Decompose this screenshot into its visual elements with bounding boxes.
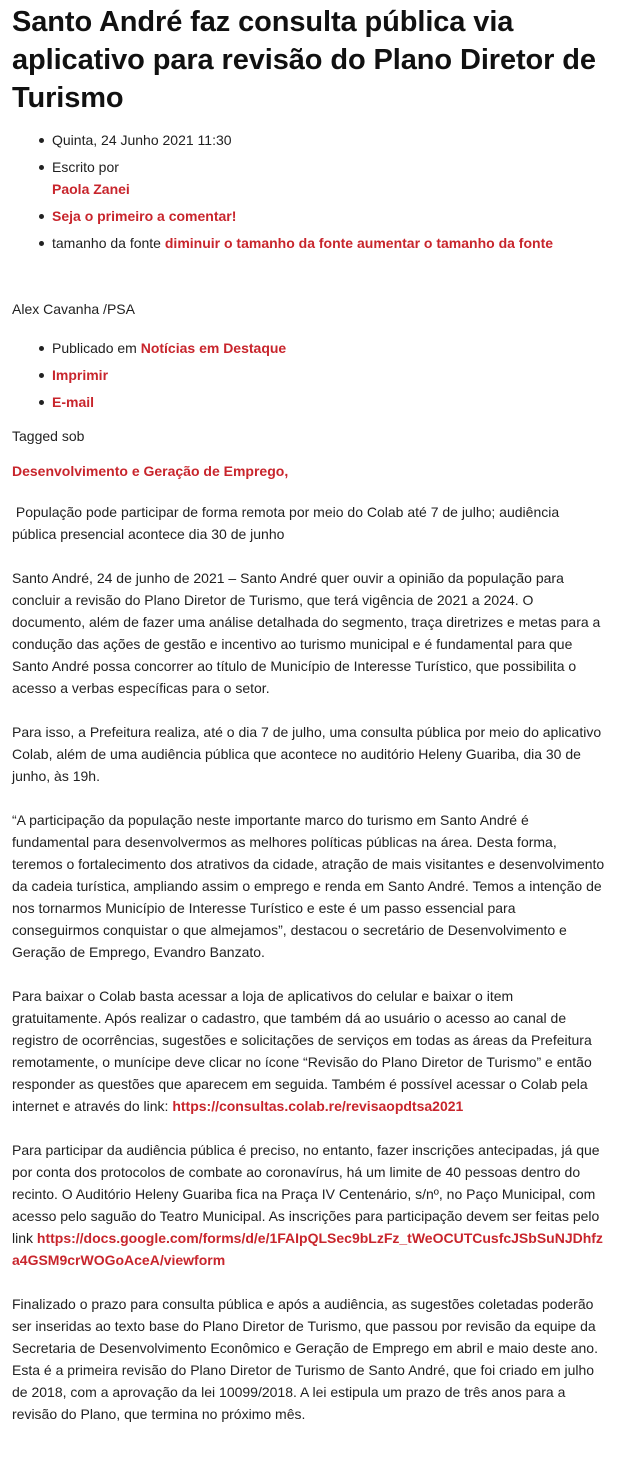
article-title: Santo André faz consulta pública via aplicativo para revisão do Plano Diretor de Turismo [12, 6, 596, 114]
email-link[interactable]: E-mail [52, 394, 95, 410]
comment-item [39, 205, 606, 227]
tag-link[interactable]: Desenvolvimento e Geração de Emprego, [12, 463, 289, 479]
colab-link[interactable]: https://consultas.colab.re/revisaopdtsa2021 [172, 1098, 464, 1114]
article-actions [12, 337, 606, 413]
article-subtitle: População pode participar de forma remota por meio do Colab até 7 de julho; audiência pública presencial acontece dia 30 de junho [12, 504, 564, 542]
comment-link[interactable]: Seja o primeiro a comentar! [52, 208, 237, 224]
article-info [12, 129, 606, 254]
paragraph-1: Santo André, 24 de junho de 2021 – Santo André quer ouvir a opinião da população para concluir a revisão do Plano Diretor de Turismo, que terá vigência de 2021 a 2024. O documento, além de fazer uma análise detalhada do segmento, traça diretrizes e metas para a condução das ações de gestão e incentivo ao turismo municipal e é fundamental para que Santo André possa concorrer ao título de Município de Interesse Turístico, que possibilita o acesso a verbas específicas para o setor. [12, 570, 601, 696]
paragraph-3: “A participação da população neste importante marco do turismo em Santo André é fundamental para desenvolvermos as melhores políticas públicas na área. Desta forma, teremos o fortalecimento dos atrativos da cidade, atração de mais visitantes e desenvolvimento da cadeia turística, ampliando assim o emprego e renda em Santo André. Temos a intenção de nos tornarmos Município de Interesse Turístico e este é um passo essencial para conseguirmos conquistar o que almejamos”, destacou o secretário de Desenvolvimento e Geração de Emprego, Evandro Banzato. [12, 812, 605, 960]
email-item [39, 391, 606, 413]
article-date: Quinta, 24 Junho 2021 11:30 [39, 129, 606, 151]
article-author: Escrito por Paola Zanei [39, 156, 606, 200]
font-decrease-button[interactable]: diminuir o tamanho da fonte [164, 235, 354, 251]
paragraph-4: Para baixar o Colab basta acessar a loja de aplicativos do celular e baixar o item gratuitamente. Após realizar o cadastro, que também dá ao usuário o acesso ao canal de registro de ocorrências, sugestões e solicitações de serviços em todas as áreas da Prefeitura remotamente, o munícipe deve clicar no ícone “Revisão do Plano Diretor de Turismo” e então responder as questões que aparecem em seguida. Também é possível acessar o Colab pela internet e através do link: https://consultas.colab.re/revisaopdtsa2021 [12, 988, 592, 1114]
paragraph-2: Para isso, a Prefeitura realiza, até o dia 7 de julho, uma consulta pública por meio do aplicativo Colab, além de uma audiência pública que acontece no auditório Heleny Guariba, dia 30 de junho, às 19h. [12, 724, 602, 784]
category-item: Publicado em Notícias em Destaque [39, 337, 606, 359]
tagged-label: Tagged sob [12, 428, 85, 444]
author-link[interactable]: Paola Zanei [52, 181, 130, 197]
font-size-controls: tamanho da fonte diminuir o tamanho da fonte aumentar o tamanho da fonte [39, 232, 606, 254]
paragraph-5: Para participar da audiência pública é preciso, no entanto, fazer inscrições antecipadas, já que por conta dos protocolos de combate ao coronavírus, há um limite de 40 pessoas dentro do recinto. O Auditório Heleny Guariba fica na Praça IV Centenário, s/nº, no Paço Municipal, com acesso pelo saguão do Teatro Municipal. As inscrições para participação devem ser feitas pelo link https://docs.google.com/forms/d/e/1FAIpQLSec9bLzFz_tWeOCUTCusfcJSbSuNJDhfza4GSM9crWOGoAceA/viewform [12, 1142, 603, 1268]
photo-credit: Alex Cavanha /PSA [12, 301, 135, 317]
font-increase-button[interactable]: aumentar o tamanho da fonte [357, 235, 554, 251]
print-link[interactable]: Imprimir [52, 367, 109, 383]
registration-form-link[interactable]: https://docs.google.com/forms/d/e/1FAIpQLSec9bLzFz_tWeOCUTCusfcJSbSuNJDhfza4GSM9crWOGoAceA/viewform [12, 1230, 603, 1268]
print-item [39, 364, 606, 386]
paragraph-6: Finalizado o prazo para consulta pública e após a audiência, as sugestões coletadas poderão ser inseridas ao texto base do Plano Diretor de Turismo, que passou por revisão da equipe da Secretaria de Desenvolvimento Econômico e Geração de Emprego em abril e maio deste ano. Esta é a primeira revisão do Plano Diretor de Turismo de Santo André, que foi criado em julho de 2018, com a aprovação da lei 10099/2018. A lei estipula um prazo de três anos para a revisão do Plano, que termina no próximo mês. [12, 1296, 598, 1422]
category-link[interactable]: Notícias em Destaque [140, 340, 287, 356]
